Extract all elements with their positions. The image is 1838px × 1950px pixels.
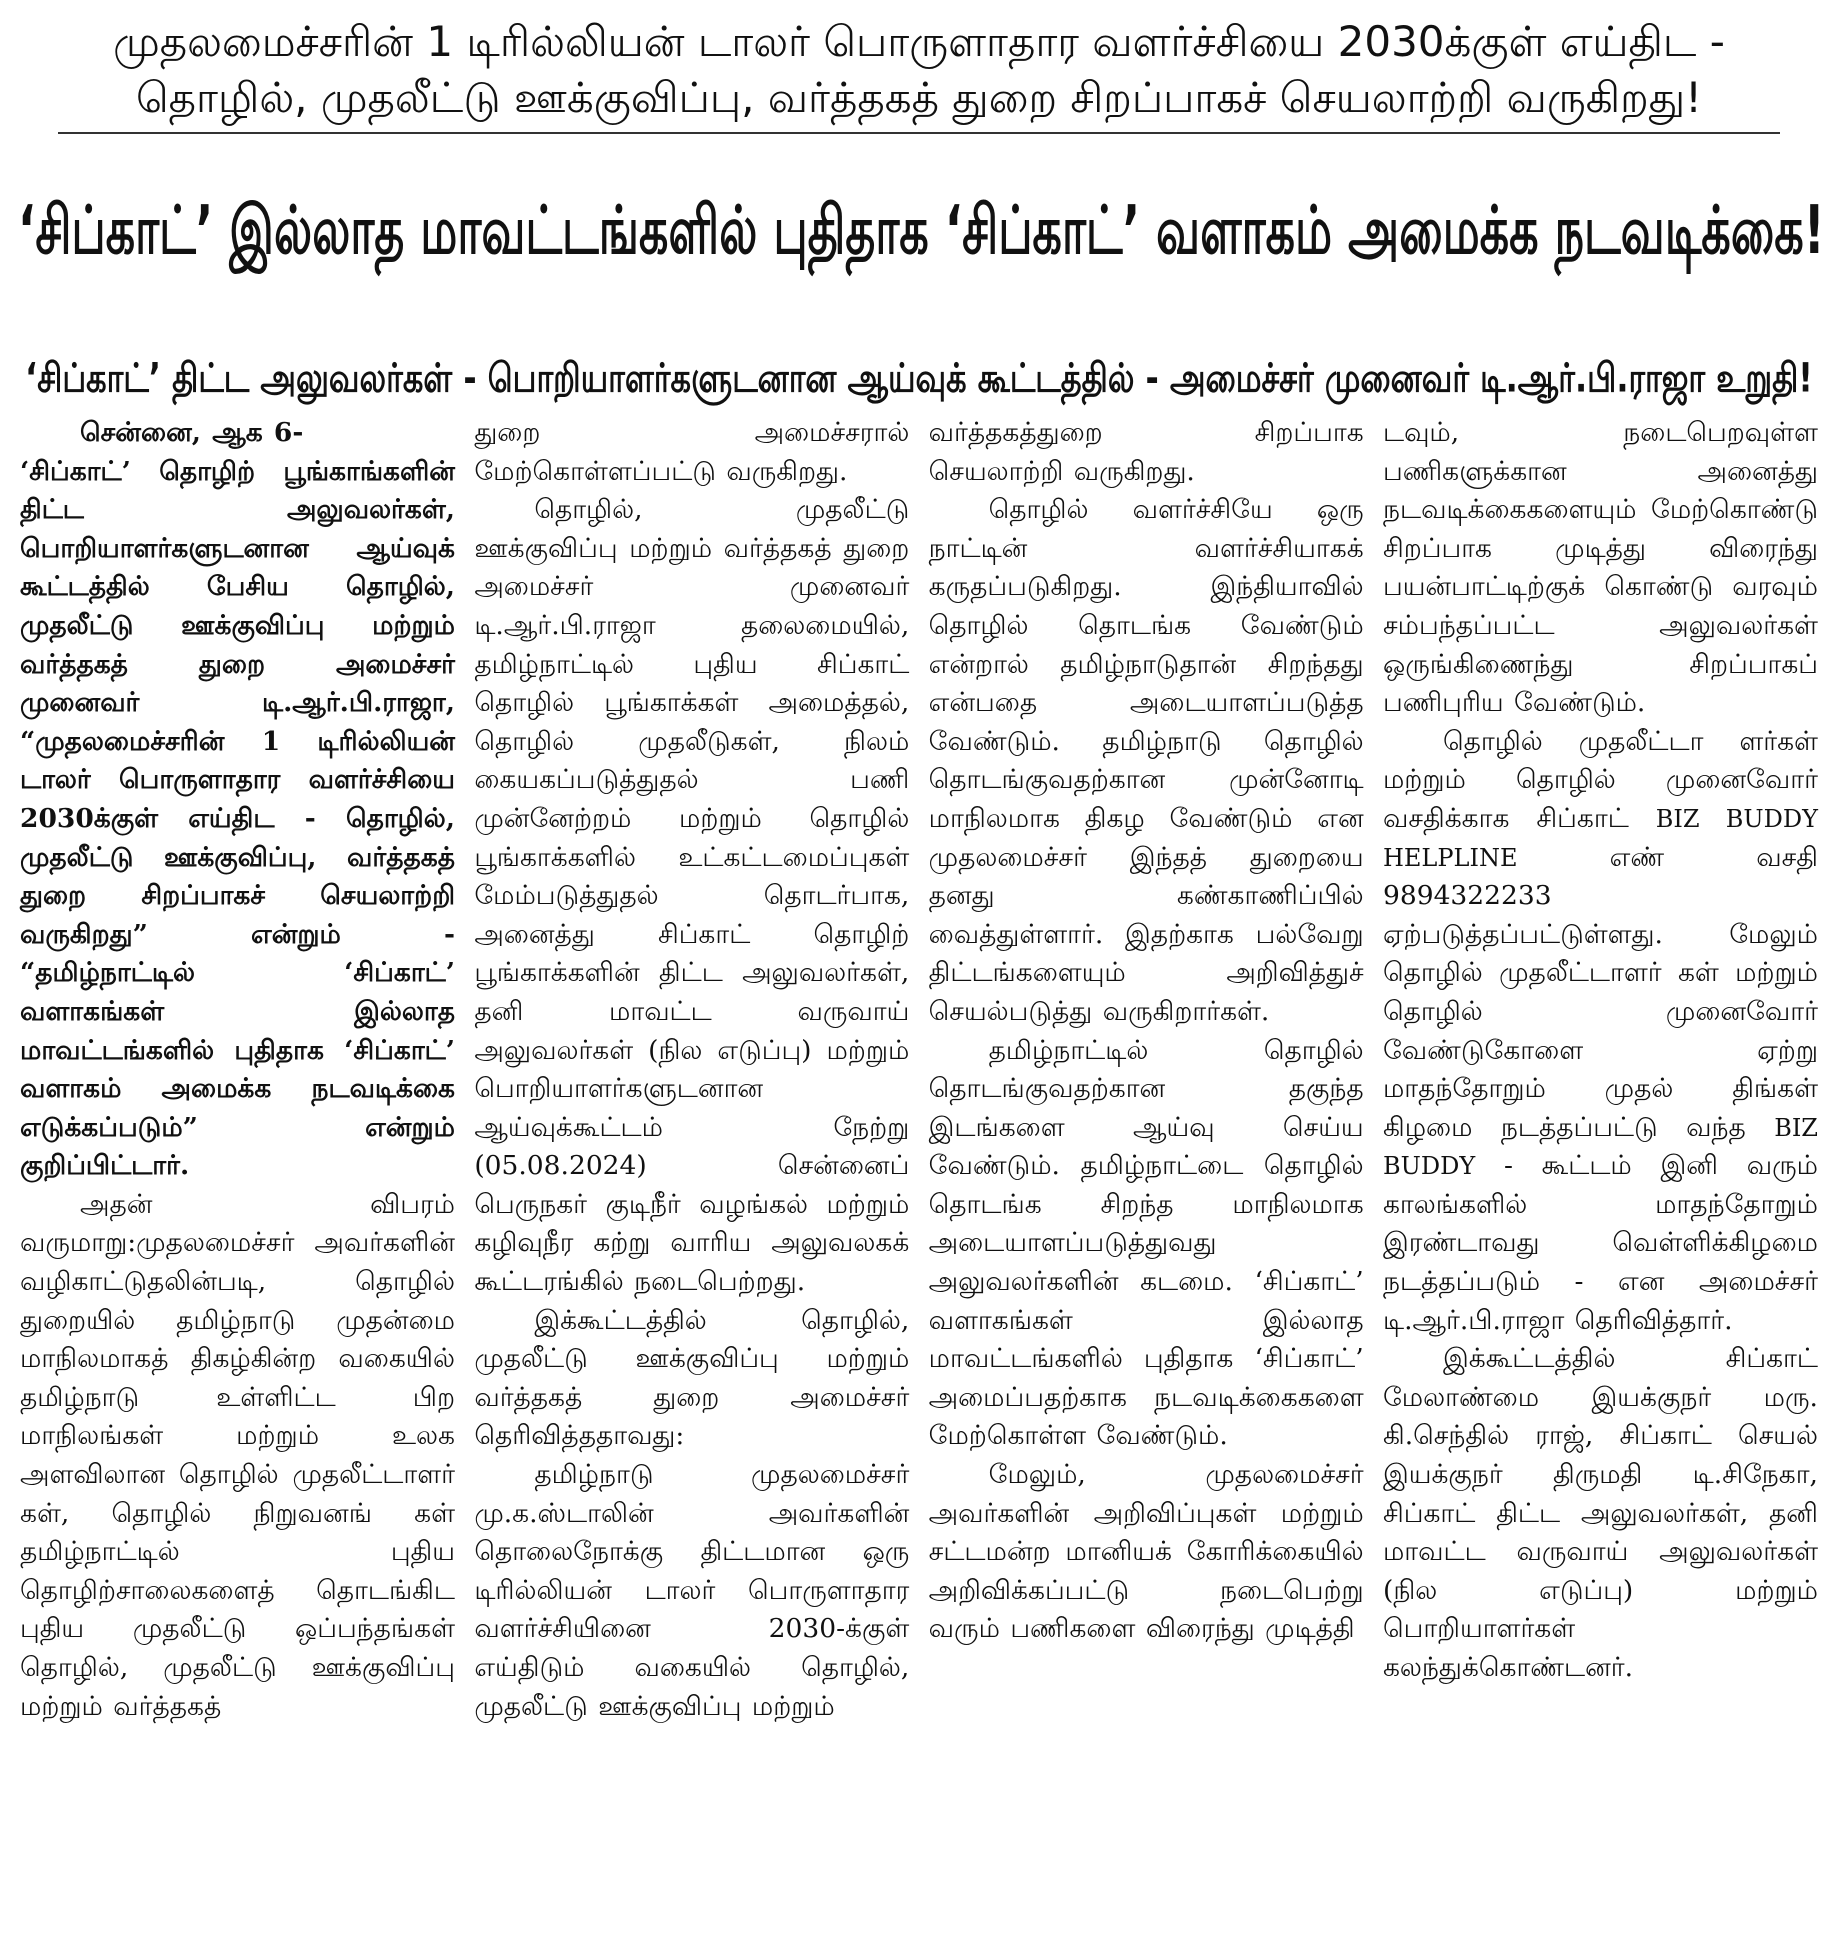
column-1 [20,414,455,1726]
column-4 [1383,414,1818,1726]
subheadline: ‘சிப்காட்’ திட்ட அலுவலர்கள் - பொறியாளர்களுடனான ஆய்வுக் கூட்டத்தில் - அமைச்சர் முனைவர் டி.ஆர்.பி.ராஜா உறுதி! [25,353,1813,402]
paragraph: தமிழ்நாடு முதலமைச்சர் மு.க.ஸ்டாலின் அவர்களின் தொலைநோக்கு திட்டமான ஒரு டிரில்லியன் டாலர் பொருளாதார வளர்ச்சியினை 2030-க்குள் எய்திடும் வகையில் தொழில், முதலீட்டு ஊக்குவிப்பு மற்றும் [474,1459,910,1722]
text-run: எண் வசதி 9894322233 ஏற்படுத்தப்பட்டுள்ளது. மேலும் தொழில் முதலீட்டாளர் கள் மற்றும் தொழில் முனைவோர் வேண்டுகோளை ஏற்று மாதந்தோறும் முதல் திங்கள் கிழமை நடத்தப்பட்டு வந்த [1382,841,1818,1143]
text-run: - கூட்டம் இனி வரும் காலங்களில் மாதந்தோறும் இரண்டாவது வெள்ளிக்கிழமை நடத்தப்படும் - என அமைச்சர் டி.ஆர்.பி.ராஜா தெரிவித்தார். [1382,1150,1818,1336]
paragraph: அதன் விபரம் வருமாறு:முதலமைச்சர் அவர்களின் வழிகாட்டுதலின்படி, தொழில் துறையில் தமிழ்நாடு முதன்மை மாநிலமாகத் திகழ்கின்ற வகையில் தமிழ்நாடு உள்ளிட்ட பிற மாநிலங்கள் மற்றும் உலக அளவிலான தொழில் முதலீட்டாளர் கள், தொழில் நிறுவனங் கள் தமிழ்நாட்டில் புதிய தொழிற்சாலைகளைத் தொடங்கிட புதிய முதலீட்டு ஒப்பந்தங்கள் தொழில், முதலீட்டு ஊக்குவிப்பு மற்றும் வர்த்தகத் [20,1188,455,1722]
text-run: தொழில் முதலீட்டா ளர்கள் மற்றும் தொழில் முனைவோர் வசதிக்காக சிப்காட் [1382,725,1818,834]
paragraph-helpline [1383,723,1818,1341]
dateline: சென்னை, ஆக 6- [80,417,304,448]
paragraph: தமிழ்நாட்டில் தொழில் தொடங்குவதற்கான தகுந்த இடங்களை ஆய்வு செய்ய வேண்டும். தமிழ்நாட்டை தொழில் தொடங்க சிறந்த மாநிலமாக அடையாளப்படுத்துவது அலுவலர்களின் கடமை. ‘சிப்காட்’ வளாகங்கள் இல்லாத மாவட்டங்களில் புதிதாக ‘சிப்காட்’ அமைப்பதற்காக நடவடிக்கைகளை மேற்கொள்ள வேண்டும். [928,1034,1364,1452]
paragraph: தொழில் வளர்ச்சியே ஒரு நாட்டின் வளர்ச்சியாகக் கருதப்படுகிறது. இந்தியாவில் தொழில் தொடங்க வேண்டும் என்றால் தமிழ்நாடுதான் சிறந்தது என்பதை அடையாளப்படுத்த வேண்டும். தமிழ்நாடு தொழில் தொடங்குவதற்கான முன்னோடி மாநிலமாக திகழ வேண்டும் என முதலமைச்சர் இந்தத் துறையை தனது கண்காணிப்பில் வைத்துள்ளார். இதற்காக பல்வேறு திட்டங்களையும் அறிவித்துச் செயல்படுத்து வருகிறார்கள். [928,494,1364,1027]
biz-buddy-label: BIZ BUDDY [1382,1113,1818,1181]
column-2 [474,414,909,1726]
paragraph: டவும், நடைபெறவுள்ள பணிகளுக்கான அனைத்து நடவடிக்கைகளையும் மேற்கொண்டு சிறப்பாக முடித்து விரைந்து பயன்பாட்டிற்குக் கொண்டு வரவும் சம்பந்தப்பட்ட அலுவலர்கள் ஒருங்கிணைந்து சிறப்பாகப் பணிபுரிய வேண்டும். [1382,417,1818,719]
lead-paragraph: ‘சிப்காட்’ தொழிற் பூங்காங்களின் திட்ட அலுவலர்கள், பொறியாளர்களுடனான ஆய்வுக் கூட்டத்தில் பேசிய தொழில், முதலீட்டு ஊக்குவிப்பு மற்றும் வர்த்தகத் துறை அமைச்சர் முனைவர் டி.ஆர்.பி.ராஜா, “முதலமைச்சரின் 1 டிரில்லியன் டாலர் பொருளாதார வளர்ச்சியை 2030க்குள் எய்திட - தொழில், முதலீட்டு ஊக்குவிப்பு, வர்த்தகத் துறை சிறப்பாகச் செயலாற்றி வருகிறது” என்றும் - “தமிழ்நாட்டில் ‘சிப்காட்’ வளாகங்கள் இல்லாத மாவட்டங்களில் புதிதாக ‘சிப்காட்’ வளாகம் அமைக்க நடவடிக்கை எடுக்கப்படும்” என்றும் குறிப்பிட்டார். [20,455,455,1182]
kicker-line-1: முதலமைச்சரின் 1 டிரில்லியன் டாலர் பொருளாதார வளர்ச்சியை 2030க்குள் எய்திட - [113,17,1725,66]
paragraph: மேலும், முதலமைச்சர் அவர்களின் அறிவிப்புகள் மற்றும் சட்டமன்ற மானியக் கோரிக்கையில் அறிவிக்கப்பட்டு நடைபெற்று வரும் பணிகளை விரைந்து முடித்தி [928,1459,1364,1645]
paragraph: துறை அமைச்சரால் மேற்கொள்ளப்பட்டு வருகிறது. [474,417,910,487]
article-body [18,414,1820,1726]
kicker-line-2: தொழில், முதலீட்டு ஊக்குவிப்பு, வர்த்தகத் துறை சிறப்பாகச் செயலாற்றி வருகிறது! [135,73,1703,122]
paragraph: இக்கூட்டத்தில் தொழில், முதலீட்டு ஊக்குவிப்பு மற்றும் வர்த்தகத் துறை அமைச்சர் தெரிவித்ததாவது: [474,1304,910,1452]
paragraph: இக்கூட்டத்தில் சிப்காட் மேலாண்மை இயக்குநர் மரு. கி.செந்தில் ராஜ், சிப்காட் செயல் இயக்குநர் திருமதி டி.சிநேகா, சிப்காட் திட்ட அலுவலர்கள், தனி மாவட்ட வருவாய் அலுவலர்கள் (நில எடுப்பு) மற்றும் பொறியாளர்கள் கலந்துக்கொண்டனர். [1382,1343,1818,1683]
headline: ‘சிப்காட்’ இல்லாத மாவட்டங்களில் புதிதாக ‘சிப்காட்’ வளாகம் அமைக்க நடவடிக்கை! [18,190,1825,269]
dateline-para [20,414,455,453]
paragraph: தொழில், முதலீட்டு ஊக்குவிப்பு மற்றும் வர்த்தகத் துறை அமைச்சர் முனைவர் டி.ஆர்.பி.ராஜா தலைமையில், தமிழ்நாட்டில் புதிய சிப்காட் தொழில் பூங்காக்கள் அமைத்தல், தொழில் முதலீடுகள், நிலம் கையகப்படுத்துதல் பணி முன்னேற்றம் மற்றும் தொழில் பூங்காக்களில் உட்கட்டமைப்புகள் மேம்படுத்துதல் தொடர்பாக, அனைத்து சிப்காட் தொழிற் பூங்காக்களின் திட்ட அலுவலர்கள், தனி மாவட்ட வருவாய் அலுவலர்கள் (நில எடுப்பு) மற்றும் பொறியாளர்களுடனான ஆய்வுக்கூட்டம் நேற்று (05.08.2024) சென்னைப் பெருநகர் குடிநீர் வழங்கல் மற்றும் கழிவுநீர கற்று வாரிய அலுவலகக் கூட்டரங்கில் நடைபெற்றது. [474,494,910,1298]
column-3 [929,414,1364,1726]
biz-buddy-helpline-label: BIZ BUDDY HELPLINE [1382,804,1818,872]
paragraph: வர்த்தகத்துறை சிறப்பாக செயலாற்றி வருகிறது. [928,417,1364,487]
kicker-block [58,14,1780,134]
